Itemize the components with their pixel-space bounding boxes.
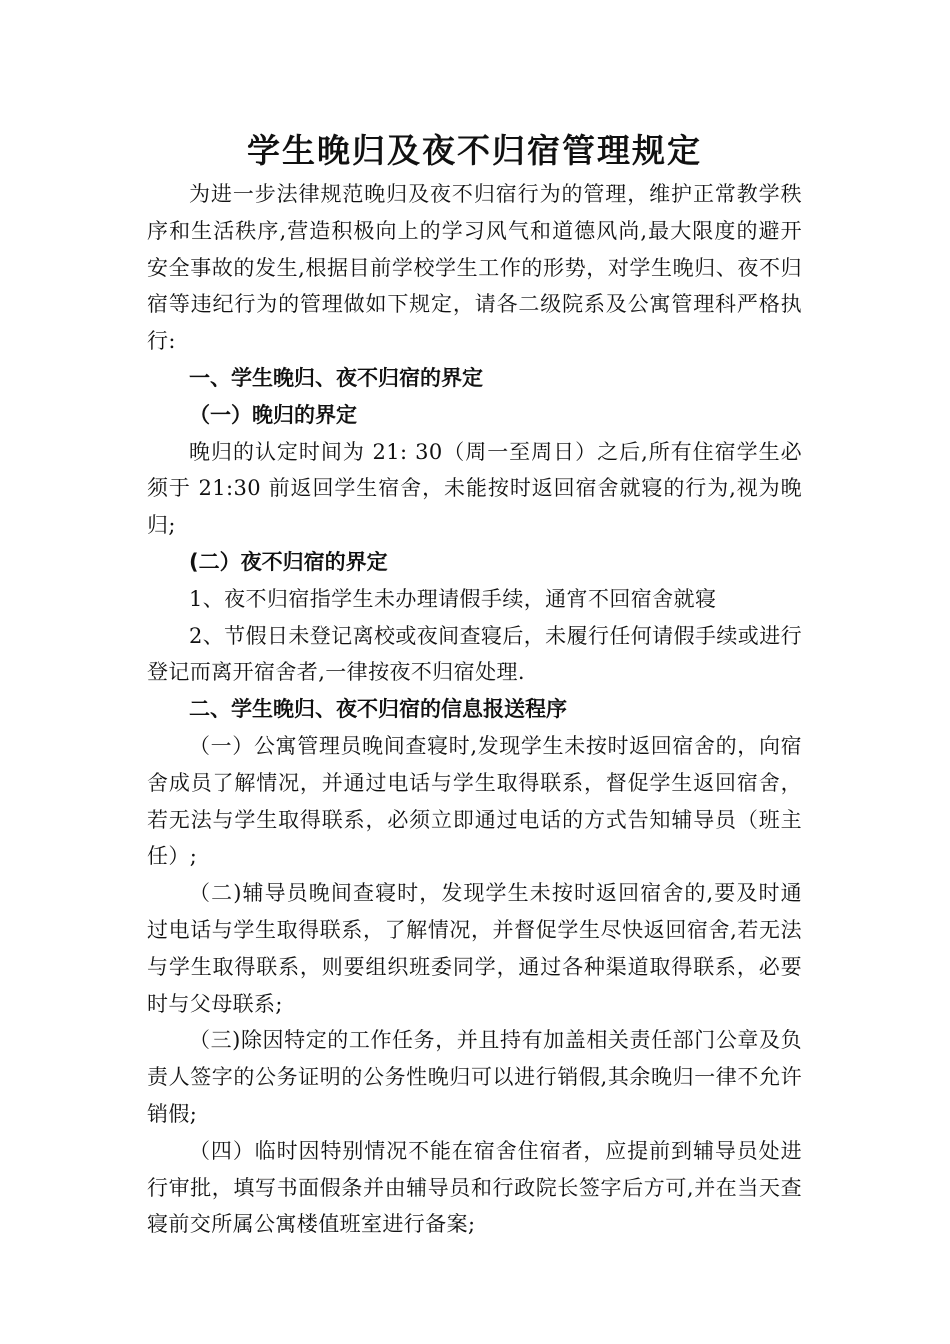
section-1-sub-1-heading: （一）晚归的界定 xyxy=(189,402,357,427)
section-1-heading: 一、学生晚归、夜不归宿的界定 xyxy=(189,365,483,390)
section-2-paragraph-1: （一）公寓管理员晚间查寝时,发现学生未按时返回宿舍的，向宿舍成员了解情况，并通过电话与学生取得联系，督促学生返回宿舍，若无法与学生取得联系，必须立即通过电话的方式告知辅导员（班主任）; xyxy=(147,733,802,869)
section-2-heading: 二、学生晚归、夜不归宿的信息报送程序 xyxy=(189,697,567,722)
intro-paragraph: 为进一步法律规范晚归及夜不归宿行为的管理，维护正常教学秩序和生活秩序,营造积极向上的学习风气和道德风尚,最大限度的避开安全事故的发生,根据目前学校学生工作的形势，对学生晚归、夜不归宿等违纪行为的管理做如下规定，请各二级院系及公寓管理科严格执行: xyxy=(147,182,802,354)
section-1-sub-2-item-1: 1、夜不归宿指学生未办理请假手续，通宵不回宿舍就寝 xyxy=(189,586,717,611)
section-2-paragraph-2: （二)辅导员晚间查寝时，发现学生未按时返回宿舍的,要及时通过电话与学生取得联系，了解情况，并督促学生尽快返回宿舍,若无法与学生取得联系，则要组织班委同学，通过各种渠道取得联系，必要时与父母联系; xyxy=(147,881,802,1016)
section-1-sub-1-text: 晚归的认定时间为 21: 30（周一至周日）之后,所有住宿学生必须于 21:30 前返回学生宿舍，未能按时返回宿舍就寝的行为,视为晚归; xyxy=(147,439,802,538)
document-page xyxy=(147,126,802,1243)
document-title: 学生晚归及夜不归宿管理规定 xyxy=(247,131,702,170)
section-2-paragraph-3: （三)除因特定的工作任务，并且持有加盖相关责任部门公章及负责人签字的公务证明的公务性晚归可以进行销假,其余晚归一律不允许销假; xyxy=(147,1028,802,1126)
section-1-sub-2-item-2: 2、节假日未登记离校或夜间查寝后，未履行任何请假手续或进行登记而离开宿舍者,一律按夜不归宿处理. xyxy=(147,623,802,685)
section-1-sub-2-heading: (二）夜不归宿的界定 xyxy=(189,549,388,574)
section-2-paragraph-4: （四）临时因特别情况不能在宿舍住宿者，应提前到辅导员处进行审批，填写书面假条并由辅导员和行政院长签字后方可,并在当天查寝前交所属公寓楼值班室进行备案; xyxy=(147,1138,802,1237)
